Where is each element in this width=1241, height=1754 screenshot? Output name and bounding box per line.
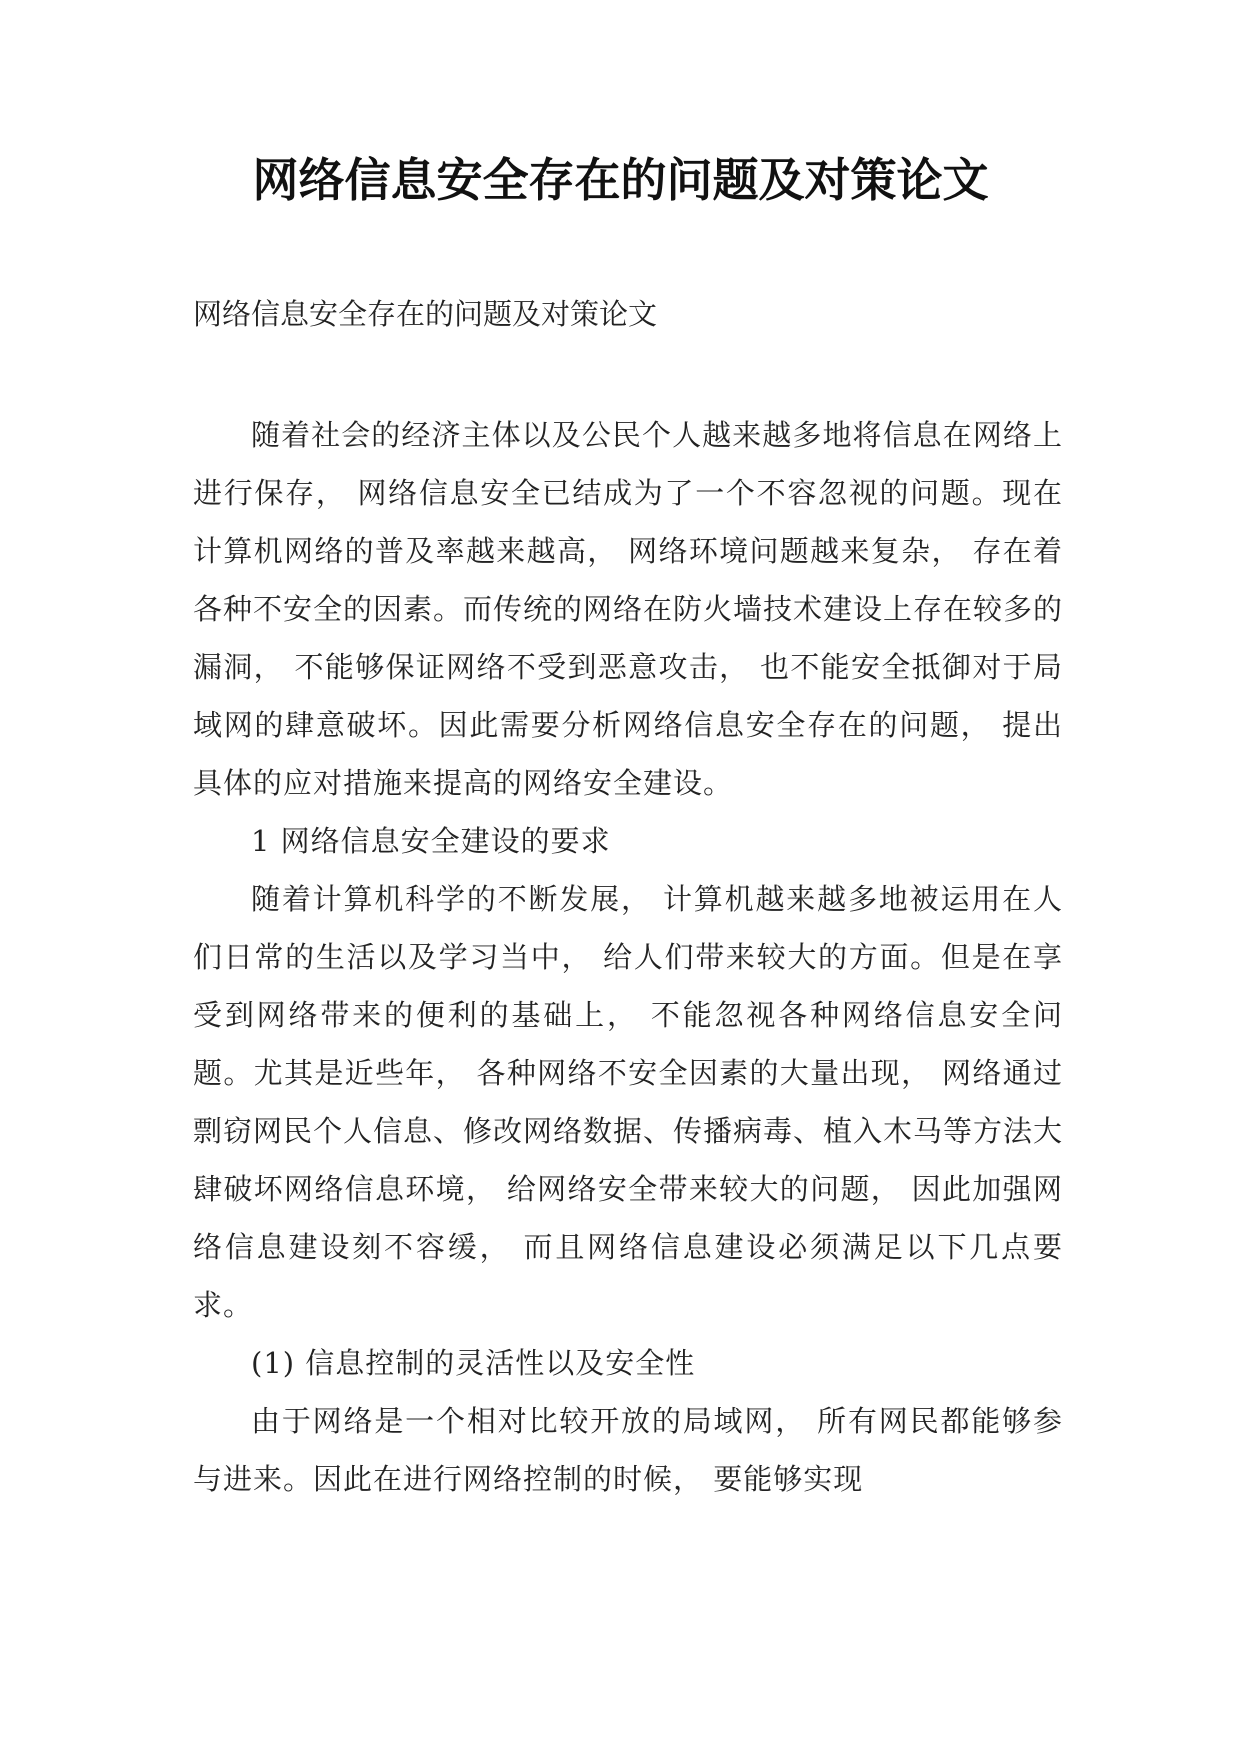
paragraph-intro: 随着社会的经济主体以及公民个人越来越多地将信息在网络上进行保存， 网络信息安全已结成为了一个不容忽视的问题。现在计算机网络的普及率越来越高， 网络环境问题越来复杂， 存在着各种不安全的因素。而传统的网络在防火墙技术建设上存在较多的漏洞， 不能够保证网络不受到恶意攻击， 也不能安全抵御对于局域网的肆意破坏。因此需要分析网络信息安全存在的问题， 提出具体的应对措施来提高的网络安全建设。 xyxy=(193,418,1064,800)
document-subtitle: 网络信息安全存在的问题及对策论文 xyxy=(193,297,658,331)
section-heading-1: 1 网络信息安全建设的要求 xyxy=(251,824,611,858)
paragraph-subsection-1: 由于网络是一个相对比较开放的局域网， 所有网民都能够参与进来。因此在进行网络控制的时候， 要能够实现 xyxy=(193,1404,1063,1496)
document-title: 网络信息安全存在的问题及对策论文 xyxy=(252,153,989,207)
subsection-heading-1: (1) 信息控制的灵活性以及安全性 xyxy=(251,1346,696,1380)
paragraph-section-1: 随着计算机科学的不断发展， 计算机越来越多地被运用在人们日常的生活以及学习当中， 给人们带来较大的方面。但是在享受到网络带来的便利的基础上， 不能忽视各种网络信息安全问题。尤其是近些年， 各种网络不安全因素的大量出现， 网络通过剽窃网民个人信息、修改网络数据、传播病毒、植入木马等方法大肆破坏网络信息环境， 给网络安全带来较大的问题， 因此加强网络信息建设刻不容缓， 而且网络信息建设必须满足以下几点要求。 xyxy=(193,882,1064,1322)
document-body xyxy=(193,406,1063,1508)
